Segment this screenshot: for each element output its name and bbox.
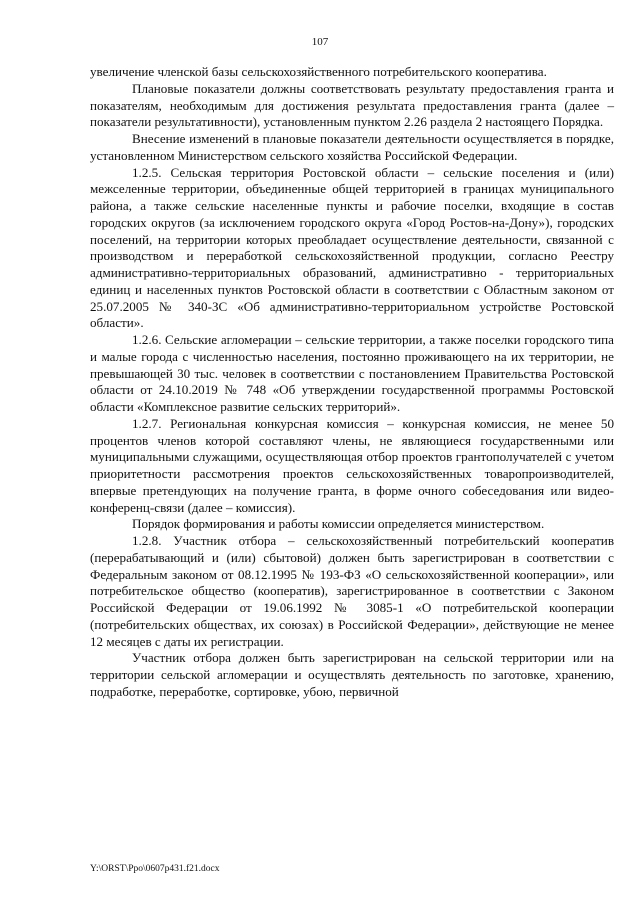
document-body xyxy=(90,64,614,701)
page-number: 107 xyxy=(311,36,329,48)
paragraph: Порядок формирования и работы комиссии определяется министерством. xyxy=(132,516,545,532)
paragraph: Плановые показатели должны соответствовать результату предоставления гранта и показателям, необходимым для достижения результата предоставления гранта (далее – показатели результативности), установленным пунктом 2.26 раздела 2 настоящего Порядка. xyxy=(90,80,614,130)
paragraph: увеличение членской базы сельскохозяйственного потребительского кооператива. xyxy=(90,64,547,79)
paragraph: 1.2.5. Сельская территория Ростовской области – сельские поселения и (или) межселенные территории, объединенные общей территорией в границах муниципального района, а также сельские населенные пункты и рабочие поселки, входящие в состав городских округов (за исключением городского округа «Город Ростов-на-Дону»), городских поселений, на территории которых преобладает осуществление деятельности, связанной с производством и переработкой сельскохозяйственной продукции, согласно Реестру административно-территориальных образований, административно - территориальных единиц и населенных пунктов Ростовской области в соответствии с Областным законом от 25.07.2005 № 340-ЗС «Об административно-территориальном устройстве Ростовской области». xyxy=(90,164,614,331)
paragraph: Участник отбора должен быть зарегистрирован на сельской территории или на территории сельской агломерации и осуществлять деятельность по заготовке, хранению, подработке, переработке, сортировке, убою, первичной xyxy=(90,650,614,699)
file-path-footer: Y:\ORST\Ppo\0607p431.f21.docx xyxy=(90,864,220,874)
paragraph: 1.2.7. Региональная конкурсная комиссия – конкурсная комиссия, не менее 50 процентов членов которой составляют члены, не являющиеся государственными или муниципальными служащими, осуществляющая отбор проектов грантополучателей с учетом приоритетности рассмотрения проектов сельскохозяйственных товаропроизводителей, впервые претендующих на получение гранта, в форме очного собеседования или видео-конференц-связи (далее – комиссия). xyxy=(90,415,614,515)
paragraph: 1.2.8. Участник отбора – сельскохозяйственный потребительский кооператив (перерабатывающий и (или) сбытовой) должен быть зарегистрирован в соответствии с Федеральным законом от 08.12.1995 № 193-ФЗ «О сельскохозяйственной кооперации», или потребительское общество (кооператив), зарегистрированное в соответствии с Законом Российской Федерации от 19.06.1992 № 3085-1 «О потребительской кооперации (потребительских обществах, их союзах) в Российской Федерации», действующие не менее 12 месяцев с даты их регистрации. xyxy=(90,533,614,649)
paragraph: Внесение изменений в плановые показатели деятельности осуществляется в порядке, установленном Министерством сельского хозяйства Российской Федерации. xyxy=(90,131,614,163)
paragraph: 1.2.6. Сельские агломерации – сельские территории, а также поселки городского типа и малые города с численностью населения, постоянно проживающего на их территории, не превышающей 30 тыс. человек в соответствии с постановлением Правительства Ростовской области от 24.10.2019 № 748 «Об утверждении государственной программы Ростовской области «Комплексное развитие сельских территорий». xyxy=(90,332,614,414)
